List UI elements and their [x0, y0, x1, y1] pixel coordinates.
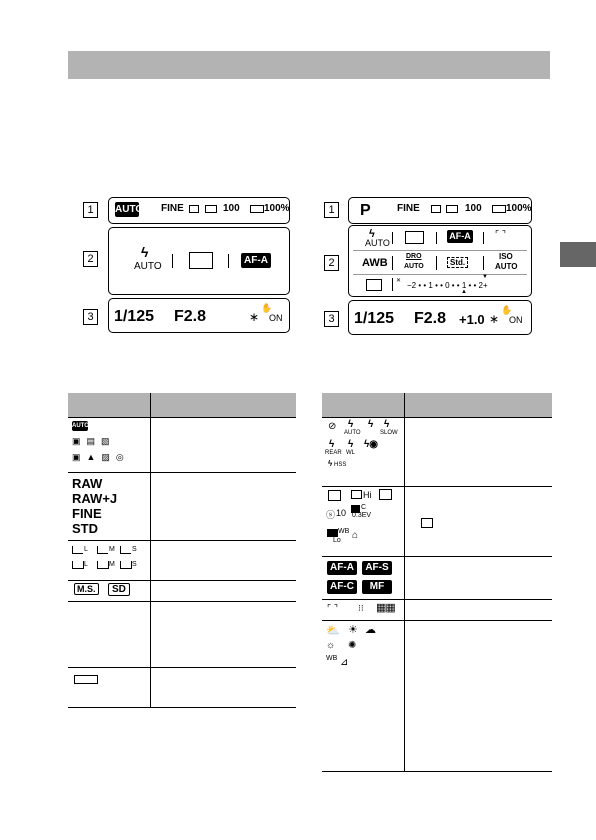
right-panel-1 — [348, 197, 532, 224]
af-mode-badge: AF-A — [241, 253, 271, 268]
chapter-side-tab — [560, 242, 596, 267]
flash-rear-icon: ϟ — [329, 439, 335, 450]
wb-shade-icon: ⛅ — [326, 625, 340, 637]
divider — [392, 278, 393, 291]
row-line — [68, 472, 296, 473]
wb-lo-label: Lo — [333, 537, 341, 544]
quality-raw-j: RAW+J — [72, 491, 118, 506]
shots-remaining: 100 — [465, 203, 482, 214]
scale-marker-bottom: ▲ — [461, 289, 467, 295]
bracket-ev-label: 0.3EV — [352, 512, 372, 519]
divider — [436, 256, 437, 270]
size-m-wide-label: M — [109, 561, 115, 568]
wb-bracket-icon — [327, 529, 338, 537]
steadyshot-on-label: ON — [269, 313, 283, 323]
af-area-wide-icon: ⌜ ⌝ — [327, 603, 338, 613]
row-separator — [353, 250, 527, 251]
divider — [483, 232, 484, 244]
flash-hss-icon: ϟ — [328, 459, 333, 468]
flash-slow-icon: ϟ — [384, 419, 390, 430]
left-panel-2 — [108, 227, 290, 295]
shutter-speed: 1/125 — [354, 310, 395, 327]
memory-stick-icon: M.S. — [74, 583, 99, 595]
scene-icons-row1: ▣▤▧ — [72, 436, 116, 446]
row-line — [68, 707, 296, 708]
wb-bracket-label: WB — [338, 528, 350, 535]
left-panel-3 — [108, 298, 290, 333]
bracket-icon — [379, 489, 392, 500]
label-2: 2 — [83, 251, 98, 267]
quality-raw: RAW — [72, 476, 103, 491]
image-size-icon — [189, 205, 199, 213]
aperture-value: F2.8 — [174, 308, 207, 325]
mf-badge: MF — [362, 580, 392, 594]
flash-wireless-icon: ϟ — [348, 439, 354, 450]
row-line — [322, 417, 552, 418]
flash-slow-label: SLOW — [380, 430, 398, 436]
ae-lock-icon: ∗ — [249, 310, 260, 324]
size-l-wide-icon — [72, 561, 84, 569]
flash-icon: ϟ — [369, 228, 375, 240]
size-s-icon — [120, 546, 131, 554]
row-line — [68, 601, 296, 602]
label-2: 2 — [324, 255, 339, 271]
auto-mode-badge: AUTO — [115, 204, 144, 215]
dro-label: DRO — [406, 253, 422, 260]
steadyshot-icon: ✋ — [501, 305, 513, 315]
divider — [436, 232, 437, 244]
flash-rear-label: REAR — [325, 450, 342, 456]
divider — [228, 254, 229, 268]
af-c-badge: AF-C — [327, 580, 357, 594]
size-s-wide-icon — [120, 561, 132, 569]
scale-marker-top: ▼ — [482, 274, 488, 280]
quality-fine: FINE — [72, 506, 102, 521]
label-3: 3 — [83, 309, 98, 325]
shooting-mode: P — [360, 202, 371, 219]
size-l-wide-label: L — [84, 561, 88, 568]
flash-auto-icon: ϟ — [348, 419, 354, 430]
size-l-label: L — [84, 546, 88, 553]
continuous-hi-label: Hi — [363, 490, 372, 500]
divider — [483, 256, 484, 270]
row-line — [68, 667, 296, 668]
divider — [392, 256, 393, 270]
quality-std: STD — [72, 521, 98, 536]
size-s-wide-label: S — [132, 561, 137, 568]
label-3: 3 — [324, 311, 339, 327]
wb-flash-icon: WB — [326, 655, 338, 662]
self-timer-10-label: 10 — [336, 508, 347, 518]
flash-fill-icon: ϟ — [368, 419, 374, 430]
row-line — [68, 540, 296, 541]
steadyshot-icon: ✋ — [261, 303, 273, 313]
iso-auto-label: AUTO — [495, 262, 518, 271]
battery-percent: 100% — [264, 203, 290, 214]
flash-auto-label: AUTO — [344, 430, 361, 436]
row-line — [322, 556, 552, 557]
exposure-value: +1.0 — [459, 312, 485, 327]
scene-icons-row2: ▣▲▨◎ — [72, 452, 130, 462]
size-m-icon — [97, 546, 108, 554]
right-panel-2 — [348, 225, 532, 297]
battery-icon — [492, 205, 506, 213]
exposure-comp-icon: ✕ — [396, 278, 402, 284]
sd-card-icon: SD — [108, 583, 130, 596]
flash-auto-label: AUTO — [365, 238, 390, 248]
wb-cloudy-icon: ☁ — [365, 624, 376, 636]
memory-card-icon — [446, 205, 458, 213]
remote-icon: ⌂ — [352, 530, 359, 541]
divider — [392, 232, 393, 244]
wb-custom-icon: ⊿ — [340, 657, 349, 668]
iso-label: ISO — [499, 252, 513, 261]
wb-daylight-icon: ☀ — [348, 624, 358, 636]
divider — [172, 254, 173, 268]
image-size-icon — [431, 205, 441, 213]
af-mode-badge: AF-A — [447, 230, 473, 243]
wb-fluorescent-icon: ✺ — [348, 640, 357, 651]
flash-redeye-icon: ϟ◉ — [364, 439, 379, 450]
row-line — [322, 599, 552, 600]
row-separator — [353, 274, 527, 275]
self-timer-icon: ⓢ — [326, 510, 336, 520]
column-divider — [150, 393, 151, 708]
aperture-value: F2.8 — [414, 310, 447, 327]
single-shot-icon — [189, 252, 213, 269]
size-l-icon — [72, 546, 83, 554]
label-1: 1 — [324, 202, 339, 218]
ae-lock-icon: ∗ — [489, 312, 500, 326]
size-m-label: M — [109, 546, 115, 553]
memory-card-icon — [205, 205, 217, 213]
section-header-bar — [68, 51, 550, 79]
size-m-wide-icon — [97, 561, 109, 569]
row-line — [322, 486, 552, 487]
af-a-badge: AF-A — [327, 561, 357, 575]
af-area-spot-icon: ⁝⁝ — [358, 603, 364, 613]
shots-remaining: 100 — [223, 203, 240, 214]
battery-percent: 100% — [506, 203, 532, 214]
flash-auto-label: AUTO — [134, 261, 162, 272]
label-1: 1 — [83, 202, 98, 218]
flash-off-icon: ⊘ — [328, 421, 337, 432]
left-table-header — [68, 393, 296, 417]
row-line — [322, 620, 552, 621]
creative-style-std: Std. — [447, 257, 468, 268]
metering-icon — [366, 279, 382, 291]
quality-text: FINE — [397, 203, 420, 214]
size-s-label: S — [132, 546, 137, 553]
single-shot-icon — [405, 231, 424, 244]
left-panel-1 — [108, 197, 290, 224]
exposure-scale: −2 • • 1 • • 0 • • 1 • • 2+ — [407, 281, 488, 290]
dro-auto-label: AUTO — [404, 263, 424, 270]
row-line — [68, 417, 296, 418]
single-shot-icon — [328, 490, 341, 501]
row-line — [68, 580, 296, 581]
steadyshot-on-label: ON — [509, 315, 523, 325]
right-panel-3 — [348, 300, 532, 335]
battery-full-icon — [74, 675, 98, 684]
shutter-speed: 1/125 — [114, 308, 155, 325]
bracket-c-label: C — [361, 504, 367, 511]
flash-wireless-label: WL — [346, 450, 355, 456]
continuous-icon — [351, 490, 362, 499]
af-s-badge: AF-S — [362, 561, 392, 575]
column-divider — [404, 393, 405, 771]
af-area-icon: ⌜ ⌝ — [495, 229, 506, 239]
quality-text: FINE — [161, 203, 184, 214]
right-table-header — [322, 393, 552, 417]
flash-icon: ϟ — [141, 244, 149, 260]
row-line — [322, 771, 552, 772]
auto-mode-icon: AUTO — [72, 423, 89, 429]
flash-hss-label: HSS — [334, 462, 347, 468]
awb-text: AWB — [362, 257, 388, 269]
battery-icon — [250, 205, 264, 213]
af-area-local-icon: ▦▦ — [376, 602, 395, 614]
wb-tungsten-icon: ☼ — [326, 640, 336, 651]
bracket-desc-icon — [421, 518, 433, 528]
